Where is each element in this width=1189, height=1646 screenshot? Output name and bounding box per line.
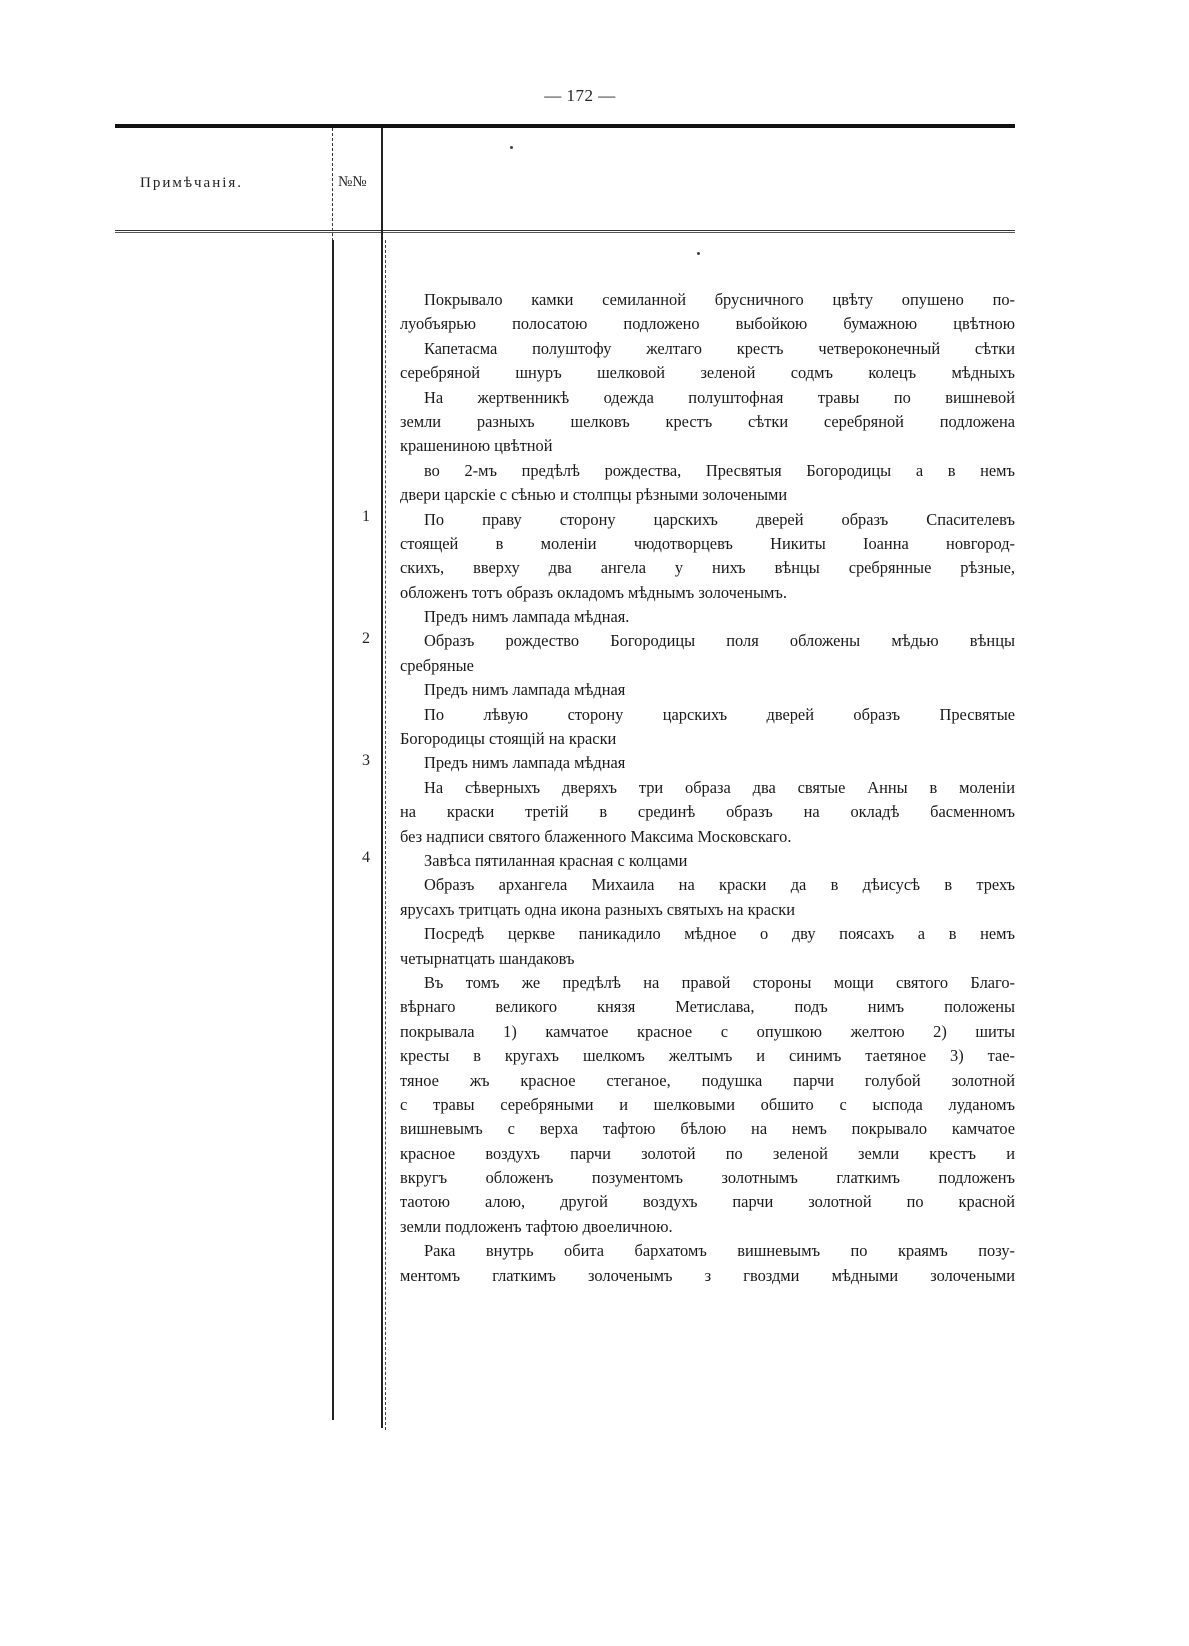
text-line: Образъ рождество Богородицы поля обложены мѣдью вѣнцы — [424, 631, 1015, 651]
text-line: Рака внутрь обита бархатомъ вишневымъ по краямъ позу- — [424, 1241, 1015, 1261]
table-top-rule — [115, 124, 1015, 128]
text-line: на краски третій в срединѣ образъ на окладѣ басменномъ — [400, 802, 1015, 822]
header-notes-column: Примѣчанія. — [140, 175, 244, 191]
text-line: Завѣса пятиланная красная с колцами — [424, 850, 688, 870]
text-line: ментомъ глаткимъ золоченымъ з гвоздми мѣдными золочеными — [400, 1265, 1015, 1285]
text-line: вѣрнаго великого князя Метислава, подъ нимъ положены — [400, 997, 1015, 1017]
text-line: Покрывало камки семиланной брусничного цвѣту опушено по- — [424, 290, 1015, 309]
text-line: Капетасма полуштофу желтаго крестъ четвероконечный сѣтки — [424, 338, 1015, 358]
column-divider-numbers-inner — [385, 240, 386, 1430]
text-line: скихъ, вверху два ангела у нихъ вѣнцы сребрянные рѣзные, — [400, 558, 1015, 578]
text-line: ярусахъ тритцать одна икона разныхъ святыхъ на краски — [400, 899, 796, 919]
text-line: Въ томъ же предѣлѣ на правой стороны мощи святого Благо- — [424, 972, 1015, 992]
row-number: 4 — [362, 849, 370, 867]
text-line: Предъ нимъ лампада мѣдная — [424, 753, 626, 773]
text-line: вкругъ обложенъ позументомъ золотнымъ глаткимъ подложенъ — [400, 1168, 1015, 1188]
text-line: крашениною цвѣтной — [400, 436, 553, 456]
text-line: По праву сторону царскихъ дверей образъ Спасителевъ — [424, 509, 1015, 529]
text-line: луобъярью полосатою подложено выбойкою бумажною цвѣтною — [400, 314, 1015, 334]
text-line: На жертвенникѣ одежда полуштофная травы по вишневой — [424, 387, 1015, 407]
text-line: Предъ нимъ лампада мѣдная — [424, 680, 626, 700]
text-line: земли разныхъ шелковъ крестъ сѣтки серебряной подложена — [400, 411, 1015, 431]
text-line: тяное жъ красное стеганое, подушка парчи голубой золотной — [400, 1070, 1015, 1090]
text-line: вишневымъ с верха тафтою бѣлою на немъ покрывало камчатое — [400, 1119, 1015, 1139]
text-line: земли подложенъ тафтою двоеличною. — [400, 1216, 673, 1236]
text-line: кресты в кругахъ шелкомъ желтымъ и синимъ таетяное 3) тае- — [400, 1046, 1015, 1066]
row-number: 2 — [362, 629, 370, 647]
text-line: красное воздухъ парчи золотой по зеленой земли крестъ и — [400, 1143, 1015, 1163]
text-line: Посредѣ церкве паникадило мѣдное о дву поясахъ а в немъ — [424, 924, 1015, 944]
text-line: Предъ нимъ лампада мѣдная. — [424, 607, 630, 627]
text-line: По лѣвую сторону царскихъ дверей образъ Пресвятые — [424, 704, 1015, 724]
print-speck — [697, 252, 700, 255]
text-line: таотою алою, другой воздухъ парчи золотной по красной — [400, 1192, 1015, 1212]
row-number: 1 — [362, 507, 370, 525]
header-numbers-column: №№ — [338, 174, 367, 190]
print-speck — [510, 146, 513, 149]
text-line: с травы серебряными и шелковыми обшито с ыспода луданомъ — [400, 1094, 1015, 1114]
text-line: На сѣверныхъ дверяхъ три образа два святые Анны в моленіи — [424, 777, 1015, 797]
text-line: без надписи святого блаженного Максима Московскаго. — [400, 826, 792, 846]
table-header-rule — [115, 230, 1015, 233]
text-line: во 2-мъ предѣлѣ рождества, Пресвятыя Богородицы а в немъ — [424, 460, 1015, 480]
column-divider-notes — [332, 240, 334, 1420]
column-divider-numbers — [381, 128, 383, 1428]
text-line: стоящей в моленіи чюдотворцевъ Никиты Іоанна новгород- — [400, 533, 1015, 553]
text-line: покрывала 1) камчатое красное с опушкою желтою 2) шиты — [400, 1021, 1015, 1041]
page-number: — 172 — — [544, 86, 616, 105]
text-line: Образъ архангела Михаила на краски да в дѣисусѣ в трехъ — [424, 875, 1015, 895]
text-line: обложенъ тотъ образъ окладомъ мѣднымъ золоченымъ. — [400, 582, 787, 602]
row-number: 3 — [362, 751, 370, 769]
text-line: двери царскіе с сѣнью и столпцы рѣзными золочеными — [400, 485, 788, 505]
text-line: четырнатцать шандаковъ — [400, 948, 575, 968]
inventory-text — [400, 288, 1015, 1288]
text-line: Богородицы стоящій на краски — [400, 729, 617, 749]
text-line: серебряной шнуръ шелковой зеленой содмъ колецъ мѣдныхъ — [400, 363, 1015, 383]
text-line: сребряные — [400, 655, 474, 675]
